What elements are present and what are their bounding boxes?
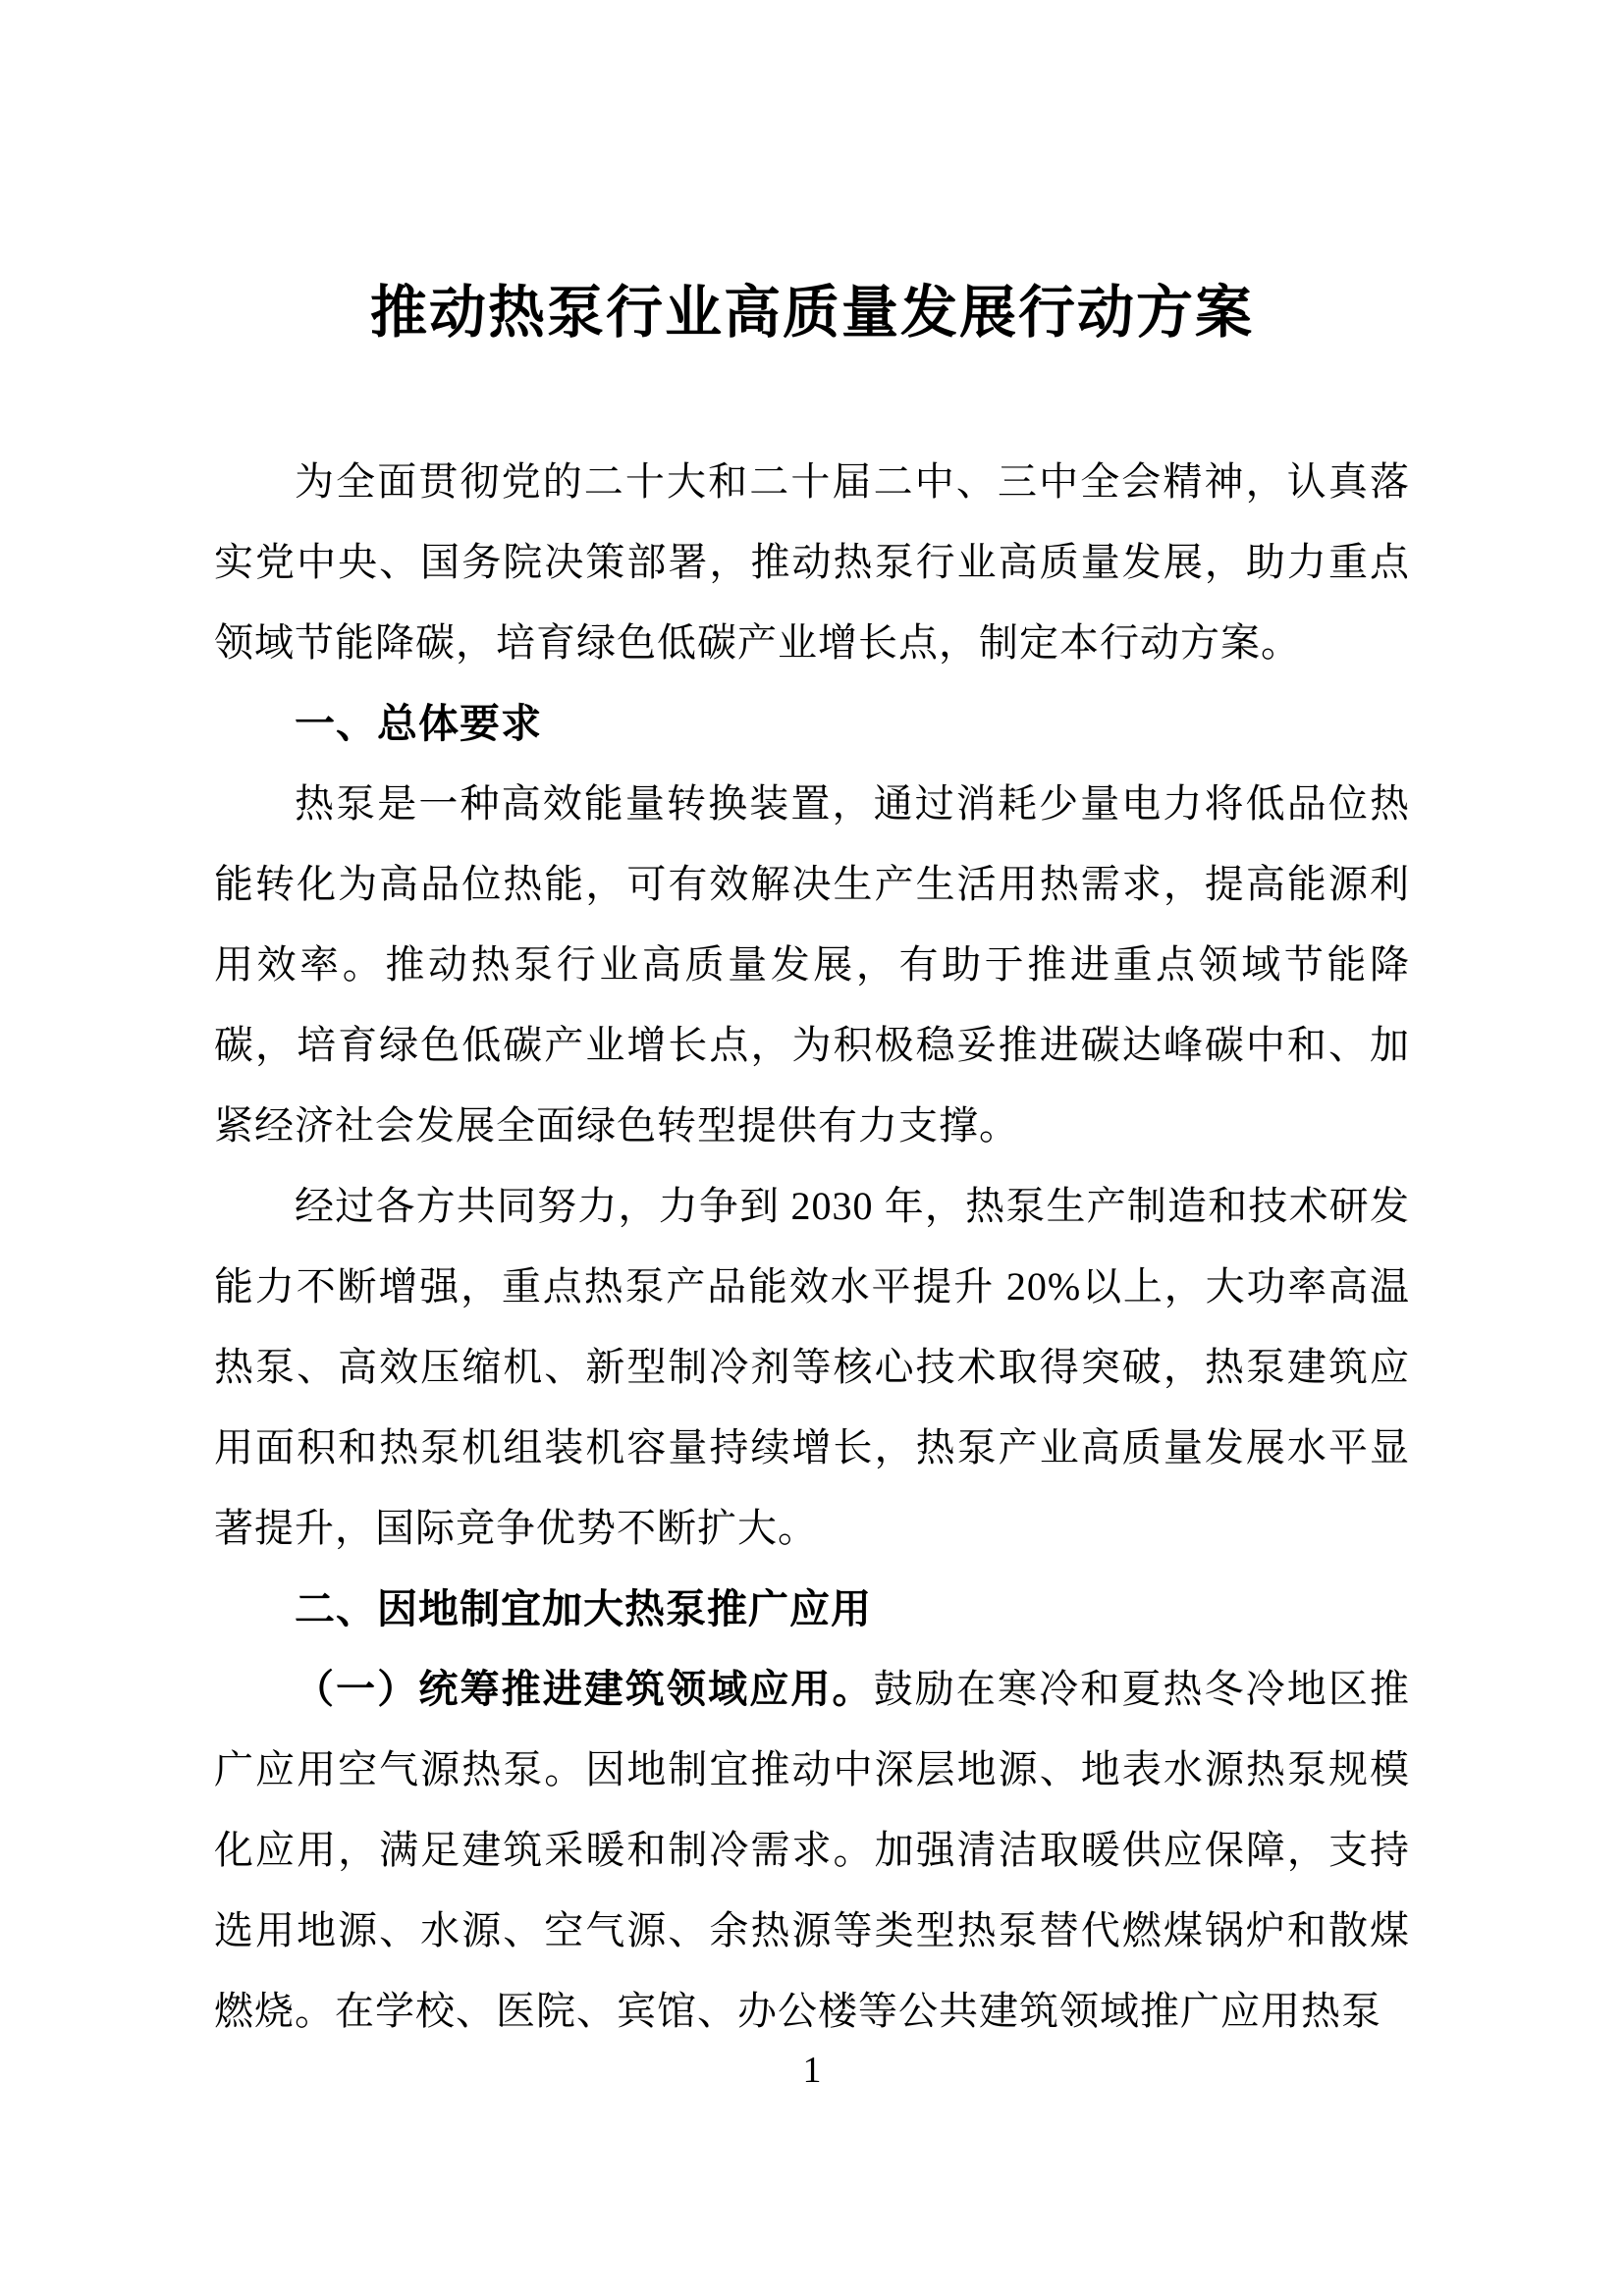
paragraph-lead-title: （一）统筹推进建筑领域应用。 (295, 1667, 874, 1711)
paragraph-lead-body: 鼓励在寒冷和夏热冬冷地区推广应用空气源热泵。因地制宜推动中深层地源、地表水源热泵规模化应用，满足建筑采暖和制冷需求。加强清洁取暖供应保障，支持选用地源、水源、空气源、余热源等类型热泵替代燃煤锅炉和散煤燃烧。在学校、医院、宾馆、办公楼等公共建筑领域推广应用热泵 (214, 1667, 1411, 2033)
document-body (214, 442, 1410, 2052)
section-heading-general-requirements: 一、总体要求 (295, 701, 542, 746)
page-number: 1 (802, 2050, 822, 2091)
section-heading-promotion-application: 二、因地制宜加大热泵推广应用 (295, 1586, 872, 1631)
document-title: 推动热泵行业高质量发展行动方案 (369, 281, 1254, 345)
paragraph-building-application (214, 1649, 1410, 2052)
paragraph-2030-goals: 经过各方共同努力，力争到 2030 年，热泵生产制造和技术研发能力不断增强，重点热泵产品能效水平提升 20%以上，大功率高温热泵、高效压缩机、新型制冷剂等核心技术取得突破，热泵建筑应用面积和热泵机组装机容量持续增长，热泵产业高质量发展水平显著提升，国际竞争优势不断扩大。 (214, 1184, 1410, 1550)
paragraph-preamble: 为全面贯彻党的二十大和二十届二中、三中全会精神，认真落实党中央、国务院决策部署，推动热泵行业高质量发展，助力重点领域节能降碳，培育绿色低碳产业增长点，制定本行动方案。 (214, 459, 1410, 665)
paragraph-heat-pump-overview: 热泵是一种高效能量转换装置，通过消耗少量电力将低品位热能转化为高品位热能，可有效解决生产生活用热需求，提高能源利用效率。推动热泵行业高质量发展，有助于推进重点领域节能降碳，培育绿色低碳产业增长点，为积极稳妥推进碳达峰碳中和、加紧经济社会发展全面绿色转型提供有力支撑。 (214, 781, 1410, 1148)
